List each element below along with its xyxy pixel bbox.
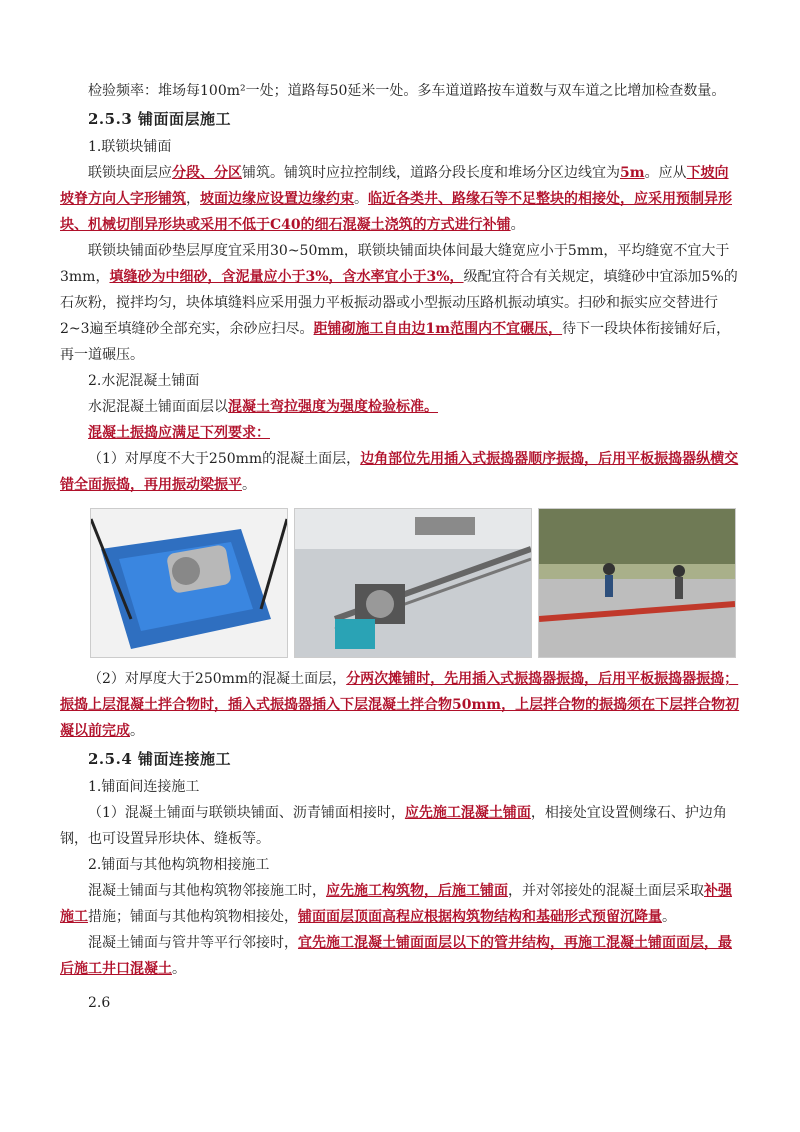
paragraph-paving-connection: （1）混凝土铺面与联锁块铺面、沥青铺面相接时，应先施工混凝土铺面，相接处宜设置侧缘石、护边角钢，也可设置异形块体、缝板等。 <box>60 805 727 847</box>
inspection-frequency: 检验频率：堆场每100m²一处；道路每50延米一处。多车道道路按车道数与双车道之比增加检查数量。 <box>88 83 726 99</box>
section-2-6-title: 2.6 <box>88 995 111 1011</box>
section-2-5-3-title: 2.5.3 铺面面层施工 <box>88 110 231 128</box>
paragraph-manhole-connection: 混凝土铺面与管井等平行邻接时，宜先施工混凝土铺面面层以下的管井结构，再施工混凝土铺面面层，最后施工井口混凝土。 <box>60 935 732 977</box>
subsection-paving-connection-title: 1.铺面间连接施工 <box>88 779 200 795</box>
paragraph-vibration-requirements: 混凝土振捣应满足下列要求： <box>88 425 270 441</box>
paragraph-sand-cushion: 联锁块铺面砂垫层厚度宜采用30~50mm，联锁块铺面块体间最大缝宽应小于5mm，平均缝宽不宜大于3mm，填缝砂为中细砂，含泥量应小于3%，含水率宜小于3%，级配宜符合有关规定，填缝砂中宜添加5%的石灰粉，搅拌均匀，块体填缝料应采用强力平板振动器或小型振动压路机振动填实。扫砂和振实应交替进行2~3遍至填缝砂全部充实，余砂应扫尽。距铺砌施工自由边1m范围内不宜碾压，待下一段块体衔接铺好后，再一道碾压。 <box>60 243 738 363</box>
paragraph-strength-standard: 水泥混凝土铺面面层以混凝土弯拉强度为强度检验标准。 <box>88 399 438 415</box>
section-2-5-4-title: 2.5.4 铺面连接施工 <box>88 750 231 768</box>
photo-strip <box>90 508 740 658</box>
paragraph-interlock-laying: 联锁块面层应分段、分区铺筑。铺筑时应拉控制线，道路分段长度和堆场分区边线宜为5m。应从下坡向坡脊方向人字形铺筑，坡面边缘应设置边缘约束。临近各类井、路缘石等不足整块的相接处，应采用预制异形块、机械切削异形块或采用不低于C40的细石混凝土浇筑的方式进行补铺。 <box>60 165 732 233</box>
subsection-interlock-title: 1.联锁块铺面 <box>88 139 172 155</box>
vibrating-beam-photo <box>294 508 532 658</box>
plate-vibrator-photo <box>90 508 288 658</box>
document-body <box>60 78 740 1016</box>
paragraph-thick-layer: （2）对厚度大于250mm的混凝土面层，分两次摊铺时，先用插入式振捣器振捣，后用平板振捣器振捣；振捣上层混凝土拌合物时，插入式振捣器插入下层混凝土拌合物50mm，上层拌合物的振捣须在下层拌合物初凝以前完成。 <box>60 671 740 739</box>
paragraph-structure-connection: 混凝土铺面与其他构筑物邻接施工时，应先施工构筑物，后施工铺面，并对邻接处的混凝土面层采取补强施工措施；铺面与其他构筑物相接处，铺面面层顶面高程应根据构筑物结构和基础形式预留沉降量。 <box>60 883 732 925</box>
subsection-concrete-title: 2.水泥混凝土铺面 <box>88 373 200 389</box>
site-workers-photo <box>538 508 736 658</box>
paragraph-thin-layer: （1）对厚度不大于250mm的混凝土面层，边角部位先用插入式振捣器顺序振捣，后用平板振捣器纵横交错全面振捣，再用振动梁振平。 <box>60 451 739 493</box>
subsection-structure-connection-title: 2.铺面与其他构筑物相接施工 <box>88 857 270 873</box>
